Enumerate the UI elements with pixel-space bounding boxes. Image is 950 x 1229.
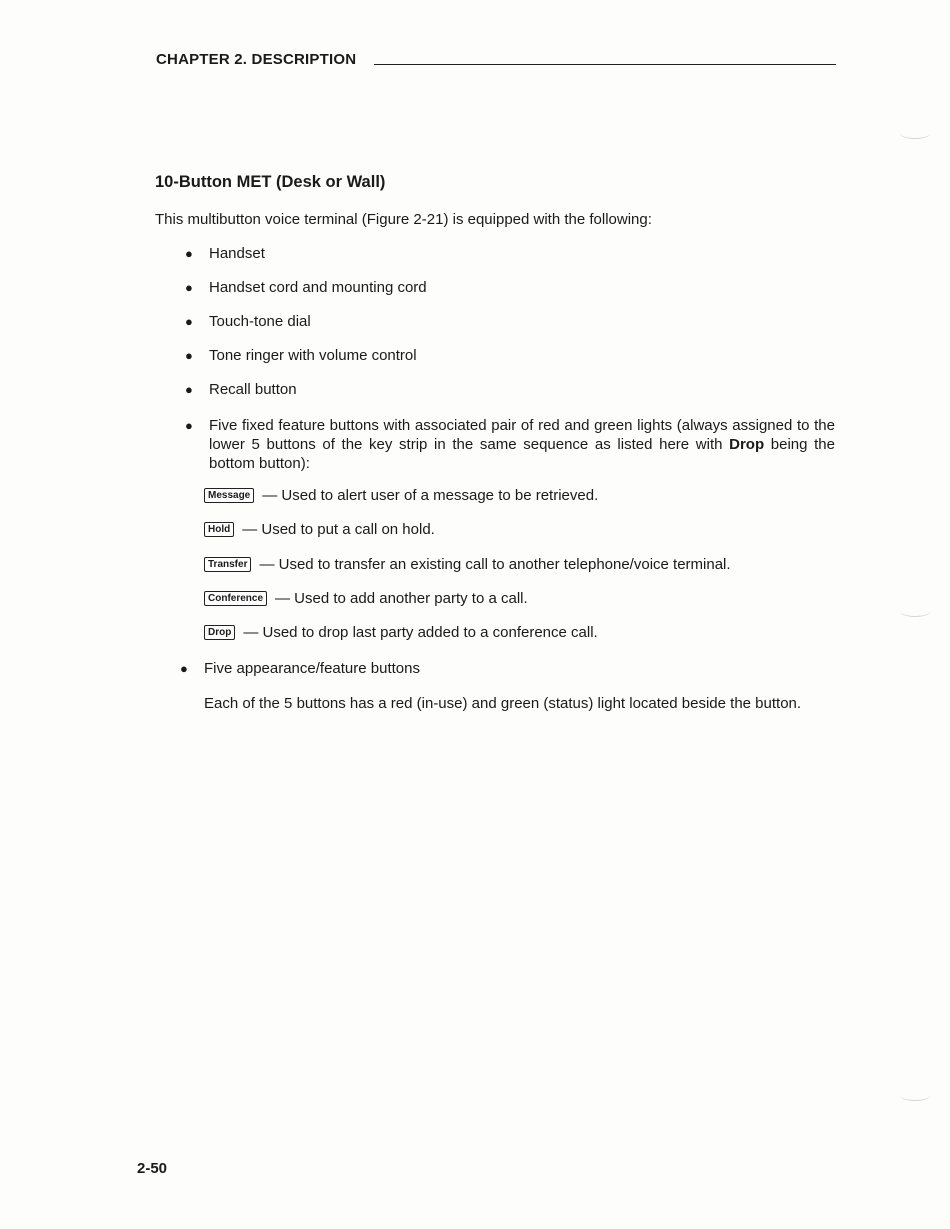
conference-key-icon: Conference	[204, 591, 267, 606]
bullet-icon: ●	[185, 314, 193, 329]
list-item-appearance-buttons	[180, 659, 830, 678]
key-item-conference	[204, 590, 528, 607]
list-item	[185, 346, 835, 365]
scan-artifact	[900, 128, 930, 139]
list-item-text: Handset cord and mounting cord	[209, 279, 427, 296]
list-item-text: Recall button	[209, 381, 297, 398]
scan-artifact	[900, 606, 930, 617]
list-item	[185, 278, 835, 297]
scan-artifact	[900, 1090, 930, 1101]
key-description: — Used to put a call on hold.	[242, 521, 435, 538]
list-item-text: Five appearance/feature buttons	[204, 660, 420, 677]
key-description: — Used to alert user of a message to be retrieved.	[262, 487, 599, 504]
key-item-message	[204, 487, 598, 504]
emphasis-drop: Drop	[729, 436, 765, 453]
list-item	[185, 380, 835, 399]
header-rule	[374, 64, 836, 65]
appearance-detail: Each of the 5 buttons has a red (in-use) and green (status) light located beside the button.	[204, 695, 802, 712]
page-number: 2-50	[137, 1160, 168, 1177]
key-item-drop	[204, 624, 598, 641]
list-item-fixed-buttons	[185, 416, 835, 473]
transfer-key-icon: Transfer	[204, 557, 251, 572]
bullet-icon: ●	[185, 348, 193, 363]
bullet-icon: ●	[185, 280, 193, 295]
message-key-icon: Message	[204, 488, 254, 503]
bullet-icon: ●	[180, 661, 188, 676]
key-description: — Used to transfer an existing call to another telephone/voice terminal.	[259, 556, 731, 573]
section-heading: 10-Button MET (Desk or Wall)	[155, 173, 386, 191]
bullet-icon: ●	[185, 246, 193, 261]
list-item-text: Handset	[209, 245, 265, 262]
list-item	[185, 244, 835, 263]
key-item-transfer	[204, 556, 731, 573]
list-item-text: Touch-tone dial	[209, 313, 311, 330]
drop-key-icon: Drop	[204, 625, 235, 640]
list-item-text: Tone ringer with volume control	[209, 347, 417, 364]
intro-paragraph: This multibutton voice terminal (Figure 2-21) is equipped with the following:	[155, 211, 652, 228]
list-item-text: Five fixed feature buttons with associated pair of red and green lights (always assigned to the lower 5 buttons of the key strip in the same sequence as listed here with Drop being the bottom button):	[209, 417, 835, 472]
bullet-icon: ●	[185, 382, 193, 397]
hold-key-icon: Hold	[204, 522, 234, 537]
running-header	[156, 48, 836, 68]
key-description: — Used to drop last party added to a conference call.	[243, 624, 598, 641]
key-description: — Used to add another party to a call.	[275, 590, 528, 607]
list-item	[185, 312, 835, 331]
bullet-icon: ●	[185, 418, 193, 433]
chapter-title: CHAPTER 2. DESCRIPTION	[156, 51, 357, 68]
key-item-hold	[204, 521, 435, 538]
